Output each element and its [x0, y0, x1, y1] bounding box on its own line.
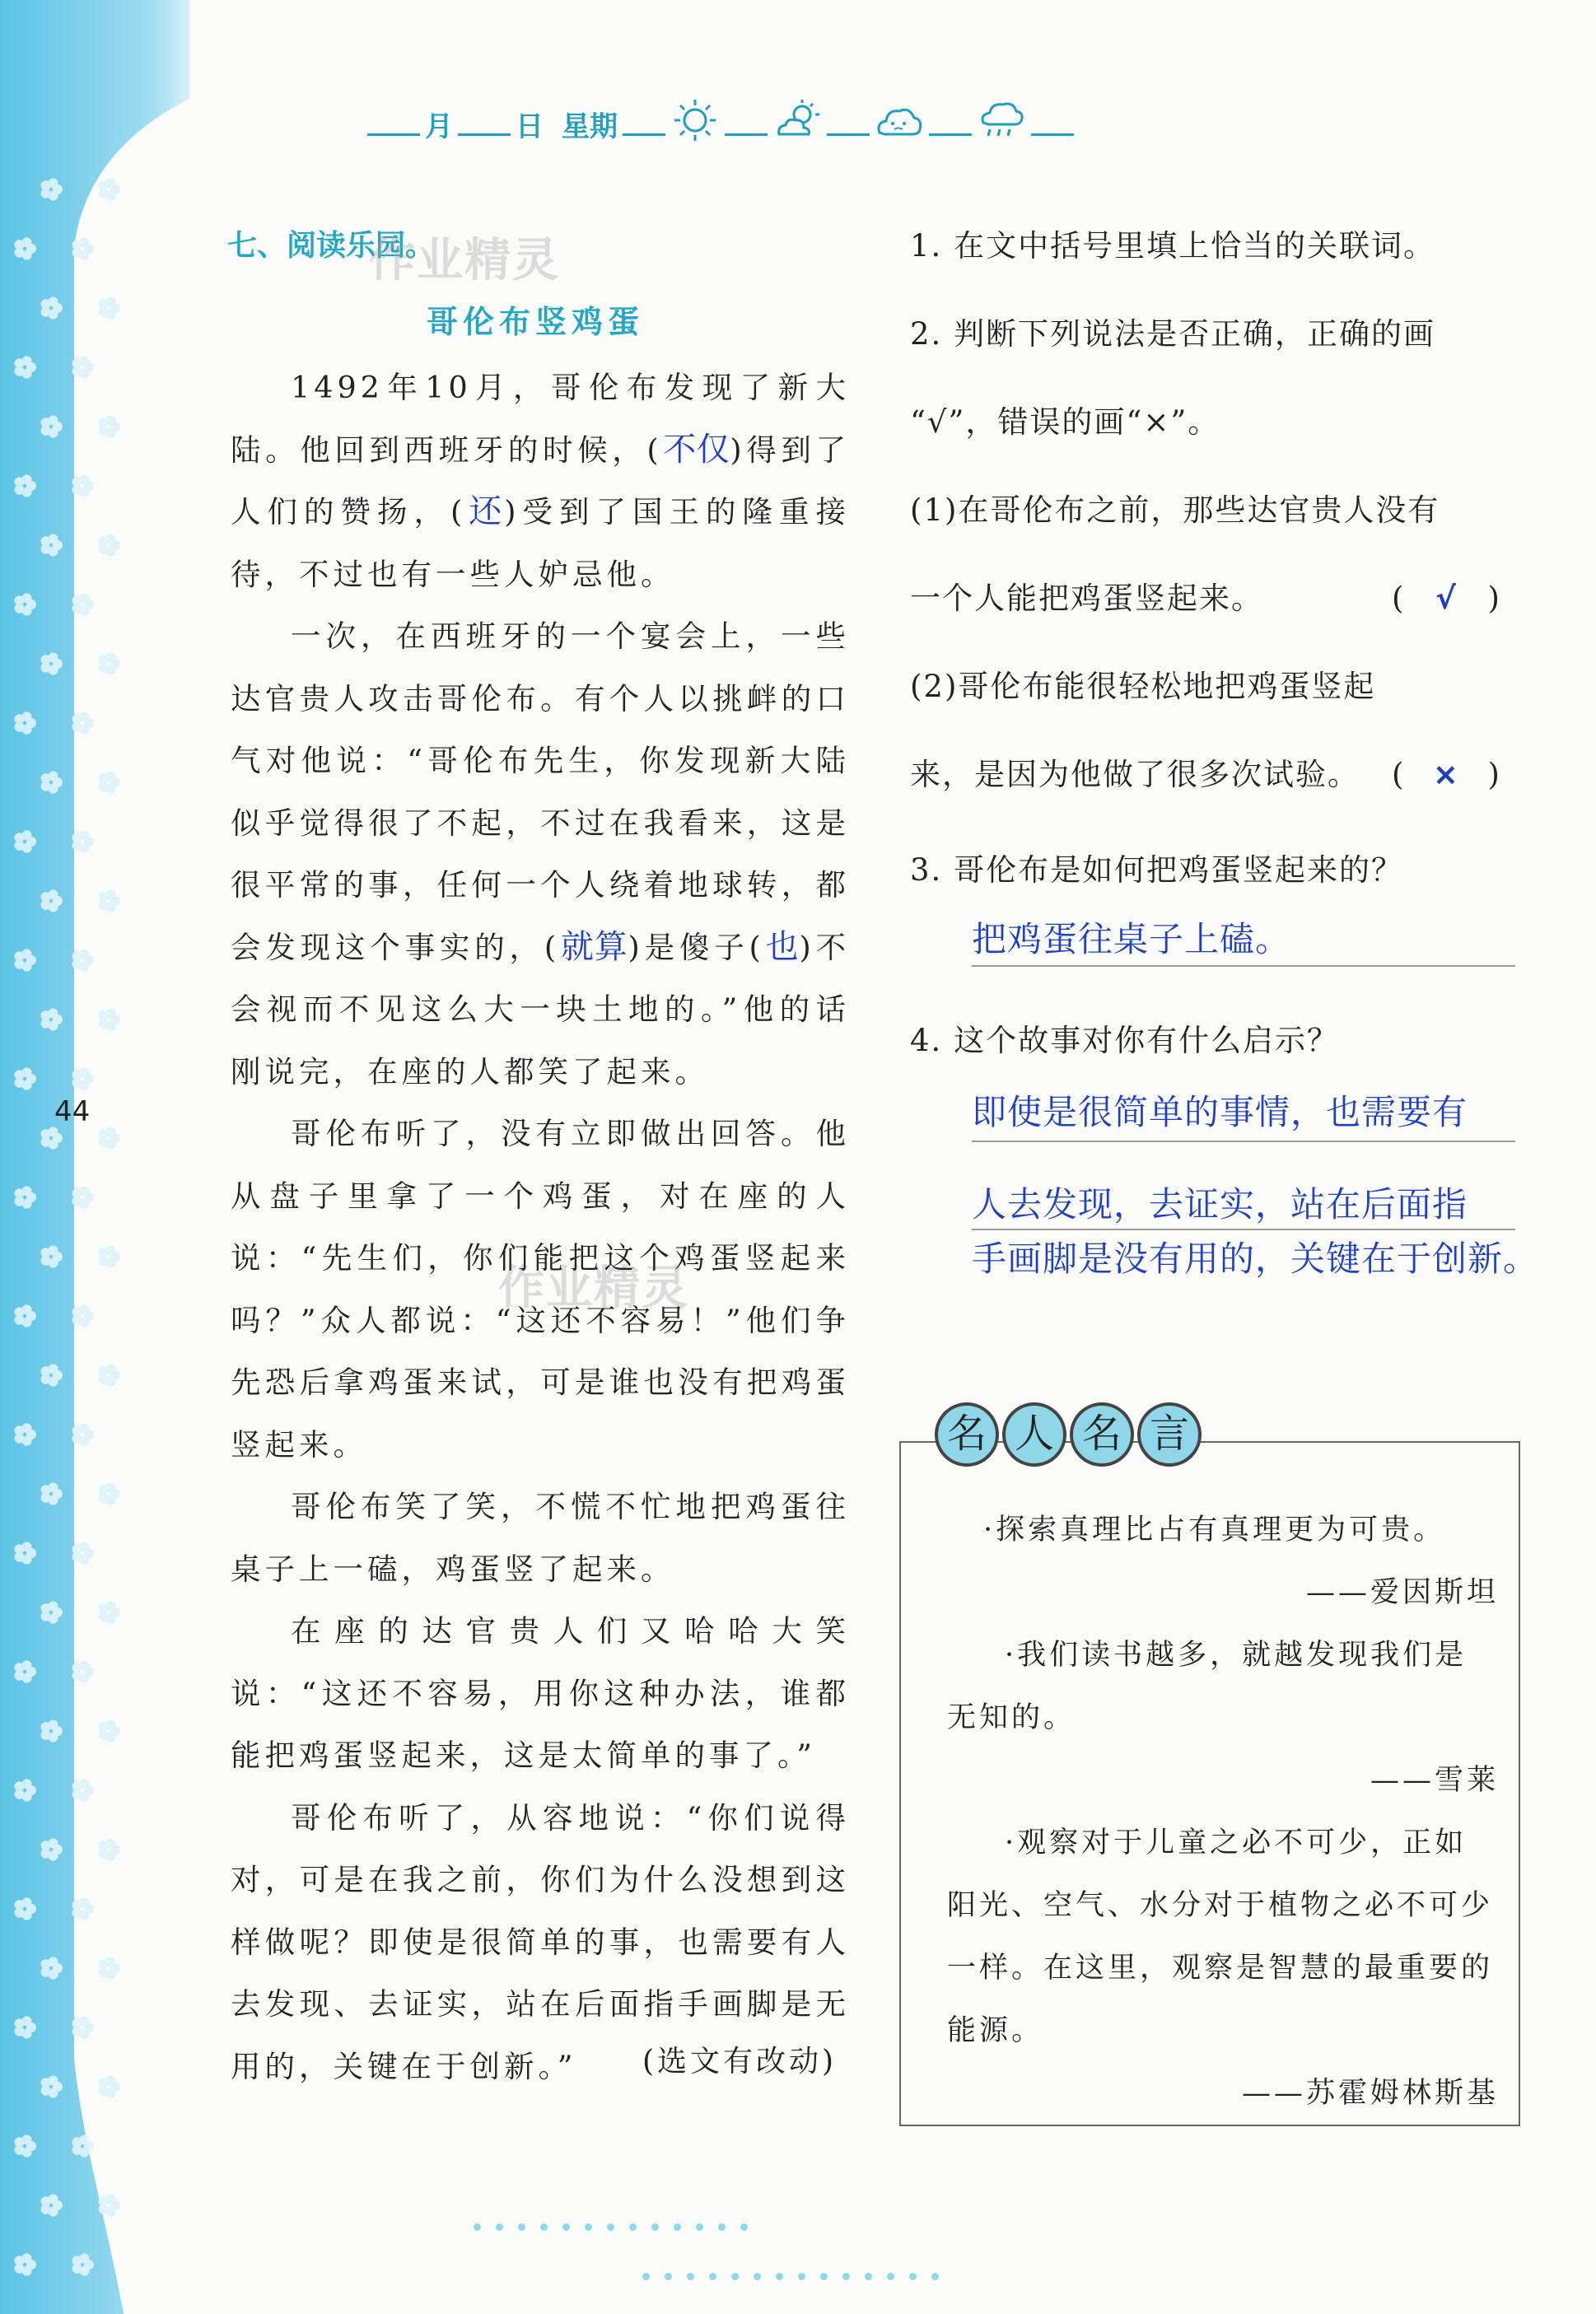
day-label: 日: [516, 110, 544, 143]
decorative-dot: [696, 2223, 703, 2231]
decorative-dot: [607, 2223, 614, 2231]
decorative-dot: [642, 2273, 650, 2280]
question-2-1-line2: 一个人能把鸡蛋竖起来。: [910, 581, 1263, 616]
story-paragraph: 哥伦布听了，从容地说：“你们说得对，可是在我之前，你们为什么没想到这样做呢？即使是很简单的事，也需要有人去发现、去证实，站在后面指手画脚是无用的，关键在于创新。”: [231, 1799, 850, 2084]
badge-char: 人: [1002, 1402, 1066, 1467]
answer-fill-3: 就算: [560, 927, 628, 966]
cloud-icon: [875, 98, 924, 142]
answer-bracket-1: ( √ ): [1392, 554, 1524, 642]
cross-mark: ×: [1432, 757, 1460, 792]
sun-icon: [670, 98, 720, 142]
quote-2-author: ——雪莱: [1370, 1764, 1499, 1797]
decorative-dot: [687, 2273, 694, 2280]
check-mark: √: [1435, 581, 1458, 616]
answer-line: [972, 965, 1515, 967]
decorative-dot: [651, 2223, 659, 2231]
weekday-label: 星期: [562, 110, 618, 143]
quotes-list: [947, 1499, 1499, 2125]
decorative-dot: [931, 2273, 939, 2280]
story-paragraph: 在座的达官贵人们又哈哈大笑说：“这还不容易，用你这种办法，谁都能把鸡蛋竖起来，这是太简单的事了。”: [231, 1613, 850, 1773]
answer-4-line1: 即使是很简单的事情，也需要有: [972, 1092, 1468, 1132]
question-2-2-line2: 来，是因为他做了很多次试验。: [910, 757, 1360, 792]
answer-fill-4: 也: [764, 927, 800, 966]
story-title: 哥伦布竖鸡蛋: [426, 303, 644, 340]
decorative-dot: [562, 2223, 570, 2231]
decorative-dot: [754, 2273, 761, 2280]
badge-char: 名: [1070, 1402, 1134, 1467]
question-2-2-line1: (2)哥伦布能很轻松地把鸡蛋竖起: [910, 669, 1376, 704]
questions: [910, 202, 1524, 828]
story-body: [231, 357, 850, 2097]
decorative-dot: [887, 2273, 894, 2280]
section-heading: 七、阅读乐园。: [227, 229, 436, 263]
decorative-side-band: [0, 0, 189, 2314]
decorative-dot: [731, 2273, 739, 2280]
quote-3-line4: 能源。: [947, 2014, 1044, 2047]
answer-fill-1: 不仅: [662, 430, 730, 469]
question-2-line2: “√”，错误的画“×”。: [910, 404, 1220, 440]
answer-line: [972, 1229, 1515, 1230]
source-note: (选文有改动): [642, 2045, 838, 2078]
decorative-dot: [718, 2223, 726, 2231]
decorative-dot: [776, 2273, 783, 2280]
decorative-dot: [665, 2273, 672, 2280]
date-weather-header: [362, 86, 1079, 144]
decorative-dot: [798, 2273, 805, 2280]
watermark-top: 作业精灵: [369, 234, 560, 287]
quote-3-line2: 阳光、空气、水分对于植物之必不可少: [947, 1889, 1494, 1922]
quote-2-line2: 无知的。: [947, 1701, 1076, 1734]
badge-char: 言: [1137, 1402, 1202, 1467]
sun-cloud-icon: [772, 98, 822, 142]
story-paragraph: 1492年10月，哥伦布发现了新大陆。他回到西班牙的时候，(不仅)得到了人们的赞扬，(还)受到了国王的隆重接待，不过也有一些人妒忌他。: [231, 370, 850, 592]
rain-icon: [977, 98, 1026, 142]
quote-3-line1: ·观察对于儿童之必不可少，正如: [1005, 1826, 1468, 1859]
quote-1: ·探索真理比占有真理更为可贵。: [983, 1514, 1446, 1547]
decorative-dots-bottom: [642, 2273, 939, 2280]
question-1: 1. 在文中括号里填上恰当的关联词。: [910, 228, 1436, 264]
decorative-dot: [820, 2273, 828, 2280]
decorative-dot: [709, 2273, 716, 2280]
question-2-line1: 2. 判断下列说法是否正确，正确的画: [910, 316, 1436, 352]
story-paragraph: 哥伦布笑了笑，不慌不忙地把鸡蛋往桌子上一磕，鸡蛋竖了起来。: [231, 1489, 850, 1587]
decorative-dot: [740, 2223, 748, 2231]
question-3: 3. 哥伦布是如何把鸡蛋竖起来的？: [910, 852, 1404, 888]
decorative-dot: [909, 2273, 917, 2280]
decorative-dots-top: [474, 2223, 748, 2231]
decorative-dot: [518, 2223, 525, 2231]
month-label: 月: [425, 110, 453, 143]
page-number: 44: [54, 1095, 91, 1128]
watermark-middle: 作业精灵: [498, 1262, 689, 1315]
answer-fill-2: 还: [466, 492, 505, 530]
badge-char: 名: [935, 1402, 999, 1467]
decorative-dot: [865, 2273, 872, 2280]
quote-3-line3: 一样。在这里，观察是智慧的最重要的: [947, 1952, 1494, 1985]
story-paragraph: 一次，在西班牙的一个宴会上，一些达官贵人攻击哥伦布。有个人以挑衅的口气对他说：“哥伦布先生，你发现新大陆似乎觉得很了不起，不过在我看来，这是很平常的事，任何一个人绕着地球转，都会发现这个事实的，(就算)是傻子(也)不会视而不见这么大一块土地的。”他的话刚说完，在座的人都笑了起来。: [231, 618, 850, 1089]
decorative-dot: [474, 2223, 481, 2231]
quote-2-line1: ·我们读书越多，就越发现我们是: [1005, 1639, 1468, 1672]
question-4: 4. 这个故事对你有什么启示？: [910, 1023, 1340, 1058]
decorative-dot: [674, 2223, 681, 2231]
decorative-dot: [842, 2273, 850, 2280]
decorative-dot: [585, 2223, 592, 2231]
answer-4-line3: 手画脚是没有用的，关键在于创新。: [972, 1239, 1539, 1279]
answer-line: [972, 1141, 1515, 1142]
answer-4-line2: 人去发现，去证实，站在后面指: [972, 1184, 1468, 1225]
famous-quotes-badge: [935, 1402, 1202, 1467]
story-paragraph: 哥伦布听了，没有立即做出回答。他从盘子里拿了一个鸡蛋，对在座的人说：“先生们，你们能把这个鸡蛋竖起来吗？”众人都说：“这还不容易！”他们争先恐后拿鸡蛋来试，可是谁也没有把鸡蛋竖起来。: [231, 1116, 850, 1463]
question-2-1-line1: (1)在哥伦布之前，那些达官贵人没有: [910, 492, 1440, 528]
quote-1-author: ——爱因斯坦: [1305, 1576, 1499, 1609]
decorative-dot: [540, 2223, 548, 2231]
answer-3: 把鸡蛋往桌子上磕。: [972, 919, 1291, 959]
answer-bracket-2: ( × ): [1392, 730, 1524, 819]
decorative-dot: [629, 2223, 637, 2231]
decorative-dot: [496, 2223, 503, 2231]
quote-3-author: ——苏霍姆林斯基: [1241, 2077, 1499, 2110]
